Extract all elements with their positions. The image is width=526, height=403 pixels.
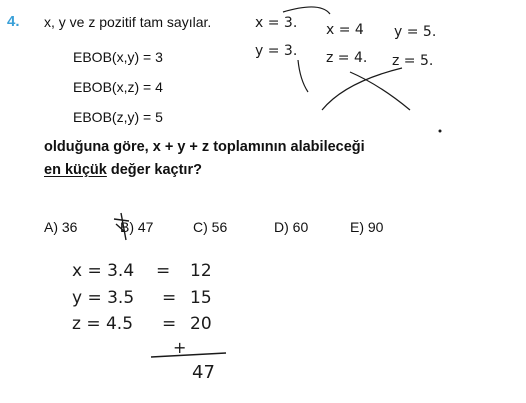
hand-work-z-result: 20 — [190, 314, 212, 334]
stem-rest: değer kaçtır? — [106, 162, 202, 178]
question-number: 4. — [7, 13, 20, 30]
choice-d[interactable]: D) 60 — [274, 219, 309, 235]
ink-dot — [439, 130, 442, 133]
stem-emphasis: en küçük — [44, 162, 107, 178]
hand-work-x-result: 12 — [190, 261, 212, 281]
sum-line — [151, 353, 226, 357]
hand-work-y-result: 15 — [190, 288, 212, 308]
hand-work-z: z = 4.5 — [72, 314, 134, 334]
choice-a[interactable]: A) 36 — [44, 219, 78, 235]
hand-plus-sign: + — [173, 338, 187, 357]
hand-note-y3: y = 3. — [255, 43, 298, 59]
hand-work-x: x = 3.4 — [72, 261, 135, 281]
hand-note-z4: z = 4. — [326, 50, 368, 66]
hand-work-z-eq: = — [162, 314, 177, 334]
choice-e[interactable]: E) 90 — [350, 219, 384, 235]
hand-work-y: y = 3.5 — [72, 288, 135, 308]
arc-cross-2 — [350, 72, 410, 110]
hand-note-x4: x = 4 — [326, 22, 364, 38]
hand-work-y-eq: = — [162, 288, 177, 308]
hand-total: 47 — [192, 362, 215, 383]
hand-work-x-eq: = — [156, 261, 171, 281]
question-intro: x, y ve z pozitif tam sayılar. — [44, 14, 212, 30]
condition-xz: EBOB(x,z) = 4 — [73, 79, 163, 95]
hand-note-x3: x = 3. — [255, 15, 298, 31]
condition-zy: EBOB(z,y) = 5 — [73, 109, 163, 125]
question-stem-line1: olduğuna göre, x + y + z toplamının alabileceği — [44, 139, 365, 155]
arc-cross-1 — [322, 68, 402, 110]
arc-left — [298, 60, 308, 92]
condition-xy: EBOB(x,y) = 3 — [73, 49, 163, 65]
choice-b[interactable]: B) 47 — [120, 219, 154, 235]
hand-note-y5: y = 5. — [394, 24, 437, 40]
choice-c[interactable]: C) 56 — [193, 219, 228, 235]
question-stem-line2 — [44, 162, 202, 178]
arc-x — [283, 7, 330, 14]
hand-note-z5: z = 5. — [392, 53, 434, 69]
